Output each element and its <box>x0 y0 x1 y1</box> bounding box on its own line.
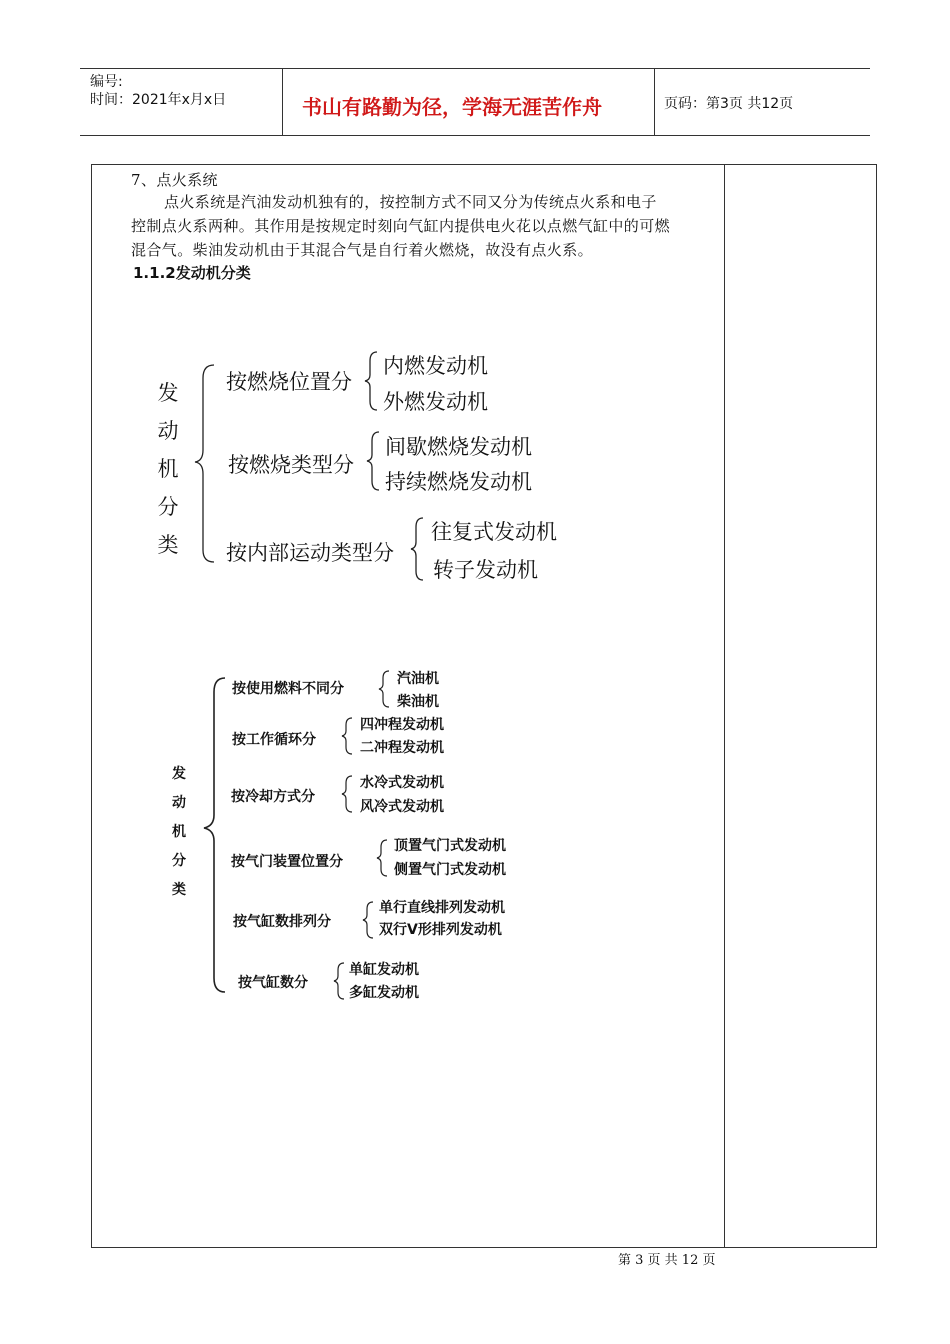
paragraph-line-1: 点火系统是汽油发动机独有的，按控制方式不同又分为传统点火系和电子 <box>164 193 657 211</box>
group-item: 水冷式发动机 <box>360 775 444 791</box>
subsection-title: 1.1.2发动机分类 <box>133 264 251 282</box>
group-label: 按使用燃料不同分 <box>232 681 344 697</box>
group-item: 外燃发动机 <box>383 390 488 414</box>
group-item: 四冲程发动机 <box>360 717 444 733</box>
root-char: 机 <box>157 457 179 481</box>
group-label: 按燃烧类型分 <box>228 453 354 477</box>
root-char: 分 <box>172 853 186 869</box>
paragraph-line-2: 控制点火系两种。其作用是按规定时刻向气缸内提供电火花以点燃气缸中的可燃 <box>131 217 671 235</box>
root-char: 动 <box>172 795 186 811</box>
group-item: 间歇燃烧发动机 <box>385 435 532 459</box>
group-label: 按冷却方式分 <box>231 789 315 805</box>
group-item: 双行V形排列发动机 <box>379 922 502 938</box>
group-item: 转子发动机 <box>433 558 538 582</box>
header-motto: 书山有路勤为径，学海无涯苦作舟 <box>302 95 602 119</box>
page-footer: 第 3 页 共 12 页 <box>618 1253 716 1268</box>
group-item: 风冷式发动机 <box>360 799 444 815</box>
group-label: 按工作循环分 <box>232 732 316 748</box>
group-item: 单行直线排列发动机 <box>379 900 505 916</box>
group-label: 按内部运动类型分 <box>226 541 394 565</box>
root-char: 分 <box>157 495 179 519</box>
root-char: 类 <box>172 882 186 898</box>
group-label: 按燃烧位置分 <box>226 370 352 394</box>
group-item: 持续燃烧发动机 <box>385 470 532 494</box>
root-char: 机 <box>172 824 186 840</box>
header-number-label: 编号: <box>90 74 123 90</box>
group-item: 顶置气门式发动机 <box>394 838 506 854</box>
group-item: 侧置气门式发动机 <box>394 862 506 878</box>
group-label: 按气门装置位置分 <box>231 854 343 870</box>
root-char: 类 <box>157 533 179 557</box>
section-title: 7、点火系统 <box>131 171 218 189</box>
group-item: 柴油机 <box>397 694 439 710</box>
header-time-label: 时间：2021年x月x日 <box>90 92 227 108</box>
group-label: 按气缸数排列分 <box>233 914 331 930</box>
group-item: 二冲程发动机 <box>360 740 444 756</box>
group-label: 按气缸数分 <box>238 975 308 991</box>
diagram-2-root <box>170 760 188 905</box>
group-item: 往复式发动机 <box>431 520 557 544</box>
group-item: 多缸发动机 <box>349 985 419 1001</box>
header-page-label: 页码：第3页 共12页 <box>664 96 794 112</box>
group-item: 内燃发动机 <box>383 354 488 378</box>
group-item: 单缸发动机 <box>349 962 419 978</box>
paragraph-line-3: 混合气。柴油发动机由于其混合气是自行着火燃烧，故没有点火系。 <box>131 241 594 259</box>
root-char: 发 <box>157 381 179 405</box>
root-char: 发 <box>172 766 186 782</box>
root-char: 动 <box>157 419 179 443</box>
group-item: 汽油机 <box>397 671 439 687</box>
